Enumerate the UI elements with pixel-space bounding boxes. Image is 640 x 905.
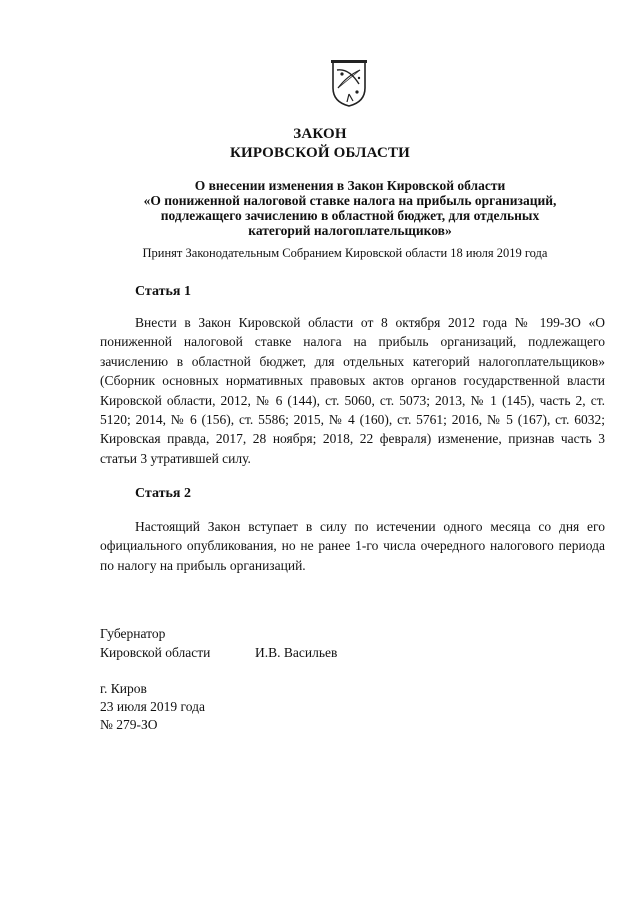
subject-line: подлежащего зачислению в областной бюджет, для отдельных [160, 208, 540, 223]
article-2-text: Настоящий Закон вступает в силу по истечении одного месяца со дня его официального опубликования, но не ранее 1-го числа очередного налогового периода по налогу на прибыль организаций. [100, 519, 605, 573]
coat-of-arms-icon [329, 58, 369, 108]
signatory-name: И.В. Васильев [255, 645, 338, 660]
signatory-position-line1: Губернатор [100, 626, 166, 641]
law-number: № 279-ЗО [100, 717, 158, 732]
article-1-text: Внести в Закон Кировской области от 8 октября 2012 года № 199-ЗО «О пониженной налоговой ставке налога на прибыль организаций, подлежащего зачислению в областной бюджет, для отдельных категорий налогоплательщиков» (Сборник основных нормативных правовых актов органов государственной власти Кировской области, 2012, № 6 (144), ст. 5060, ст. 5073; 2013, № 1 (145), часть 2, ст. 5120; 2014, № 6 (156), ст. 5586; 2015, № 4 (160), ст. 5761; 2016, № 5 (167), ст. 6032; Кировская правда, 2017, 28 ноября; 2018, 22 февраля) изменение, признав часть 3 статьи 3 утратившей силу. [100, 315, 605, 466]
subject-line: «О пониженной налоговой ставке налога на прибыль организаций, [143, 193, 557, 208]
document-region-title: КИРОВСКОЙ ОБЛАСТИ [229, 145, 411, 161]
article-2-heading: Статья 2 [135, 486, 191, 501]
document-type-title: ЗАКОН [293, 126, 347, 142]
article-1-heading: Статья 1 [135, 284, 191, 299]
law-subject [110, 178, 590, 238]
subject-line: О внесении изменения в Закон Кировской области [194, 178, 506, 193]
place-of-signing: г. Киров [100, 681, 147, 696]
signatory-position-line2: Кировской области [100, 645, 211, 660]
subject-line: категорий налогоплательщиков» [248, 223, 452, 238]
signing-date: 23 июля 2019 года [100, 699, 205, 714]
adoption-note: Принят Законодательным Собранием Кировской области 18 июля 2019 года [142, 246, 548, 260]
